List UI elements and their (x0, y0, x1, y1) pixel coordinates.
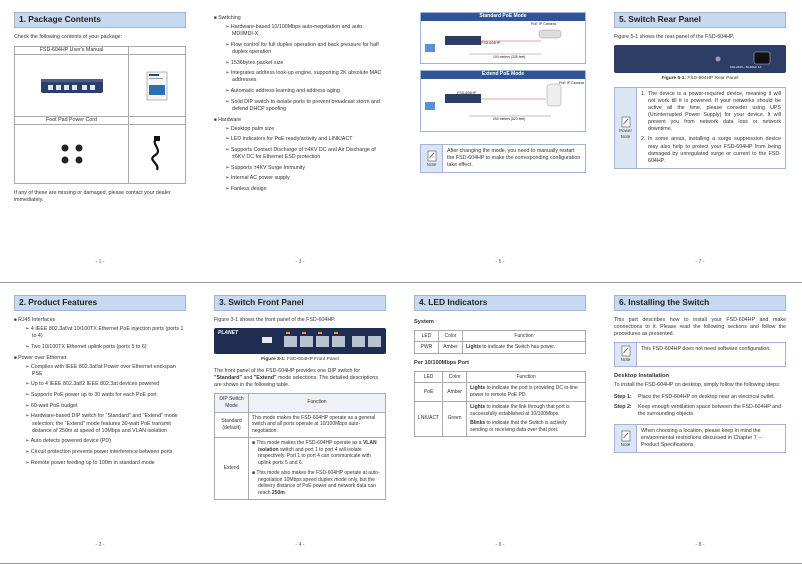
section-heading: ■ Hardware (214, 117, 386, 124)
table-cell: Extend (215, 437, 249, 499)
page-2 (0, 283, 200, 565)
intro-text: Figure 3-1 shows the front panel of the FSD-604HP. (214, 317, 336, 323)
list-item: ➢ Up to 4 IEEE 802.3af/2 IEEE 802.3at devices powered (20, 381, 186, 388)
camera-label: PoE IP Camera (559, 81, 584, 85)
list-item: ➢ Fanless design (220, 186, 386, 193)
page-title: 5. Switch Rear Panel (614, 12, 786, 28)
column-header: LED (415, 330, 439, 342)
page-1 (0, 0, 200, 282)
rear-rating: 100-240V~ 50-60Hz 1A (730, 65, 762, 70)
page-number: - 6 - (495, 542, 505, 549)
page-number: - 4 - (295, 542, 305, 549)
manual-label: FSD-604HP User's Manual (15, 47, 129, 54)
intro-text: This part describes how to install your FSD-604HP and make connections to it. Please read the following sections and follow the procedures as presented. (614, 317, 786, 338)
list-item: ➢ Integrates address look-up engine, supporting 2K absolute MAC addresses (220, 70, 386, 84)
intro-text: Figure 5-1 shows the rear panel of the FSD-604HP. (614, 34, 735, 40)
camera-label: PoE IP Camera (531, 22, 556, 26)
planet-logo: PLANET (218, 330, 238, 337)
list-item: ➢ Complies with IEEE 802.3af/at Power over Ethernet end-span PSE (20, 364, 186, 378)
footpad-cord-label: Foot Pad Power Cord (15, 117, 129, 124)
system-heading: System (414, 319, 434, 325)
table-cell: ■ This mode makes the FSD-604HP operate as a VLAN isolation switch and port 1 to port 4 will isolate respectively. Port 1 to port 4 can communicate with uplink ports 5 and 6. ■ This mode also makes the FSD-604HP operate at auto-negotiation 10Mbps speed duplex mode only, but the delivery distance of PoE power and network data can reach 250m. (249, 437, 386, 499)
page-title: 1. Package Contents (14, 12, 186, 28)
list-item: ➢ Circuit protection prevents power interference between ports (20, 449, 186, 456)
page-5 (400, 0, 600, 282)
column-header: Function (467, 371, 586, 383)
column-header: Color (439, 330, 463, 342)
page-6 (400, 283, 600, 565)
list-item: ➢ Flow control for full duplex operation and back pressure for half duplex operation (220, 42, 386, 56)
list-item: ➢ Supports ±4KV Surge Immunity (220, 165, 386, 172)
note-icon (615, 343, 637, 365)
table-cell: Lights to indicate the link through that port is successfully established at 10/100Mbps. Blinks to indicate that the Switch is actively sending or receiving data over that port. (467, 401, 586, 436)
page-number: - 8 - (695, 542, 705, 549)
mode-note (420, 144, 586, 173)
page-3 (200, 0, 400, 282)
intro-text: Check the following contents of your package: (14, 34, 123, 40)
list-item: ➢ Remote power feeding up to 100m in standard mode (20, 460, 186, 467)
column-header: Function (463, 330, 586, 342)
list-item: ➢ Automatic address learning and address aging (220, 88, 386, 95)
page-title: 6. Installing the Switch (614, 295, 786, 311)
table-cell: Standard (default) (215, 412, 249, 437)
note-icon (615, 88, 637, 168)
extend-mode-diagram (420, 70, 586, 132)
list-item: ➢ Hardware-based 10/100Mbps auto-negotiation and auto MDI/MDI-X (220, 24, 386, 38)
list-item: ➢ Internal AC power supply (220, 175, 386, 182)
note-item: In some areas, installing a surge suppression device may also help to protect your FSD-604HP from being damaged by unregulated surge or current to the FSD-604HP. (648, 136, 781, 164)
column-header: Function (249, 394, 386, 413)
page-number: - 5 - (495, 259, 505, 266)
note-text: After changing the mode, you need to manually restart the FSD-604HP to make the corresponding configuration take effect. (443, 145, 585, 172)
front-panel-image (214, 328, 386, 354)
package-grid (14, 46, 186, 184)
page-title: 2. Product Features (14, 295, 186, 311)
section-heading: ■ RJ45 Interfaces (14, 317, 186, 324)
page-number: - 7 - (695, 259, 705, 266)
list-item: ➢ Supports Contact Discharge of ±4KV DC and Air Discharge of ±6KV DC for Ethernet ESD protection (220, 147, 386, 161)
note-item: The device is a power-required device, meaning it will not work till it is powered. If your networks should be active all the time, please consider using UPS (Uninterrupted Power Supply) for your device. It will prevent you from network data loss or network downtime. (648, 90, 781, 133)
table-cell: Amber (439, 342, 463, 354)
page-number: - 3 - (295, 259, 305, 266)
standard-mode-title: Standard PoE Mode (421, 13, 585, 21)
list-item: ➢ Two 10/100TX Ethernet uplink ports (ports 5 to 6) (20, 344, 186, 351)
note-text: When choosing a location, please keep in mind the environmental restrictions discussed in Chapter 7 -- Product Specifications. (637, 425, 785, 452)
page-7 (600, 0, 800, 282)
port-led-table (414, 371, 586, 437)
page-8 (600, 283, 800, 565)
note-icon (615, 425, 637, 452)
page-title: 3. Switch Front Panel (214, 295, 386, 311)
outro-text: If any of these are missing or damaged, please contact your dealer immediately. (14, 190, 171, 204)
manual-image (129, 55, 185, 116)
step-1: Step 1: Place the FSD-604HP on desktop near an electrical outlet. (614, 393, 776, 400)
subsection-heading: Desktop Installation (614, 372, 670, 379)
extend-mode-title: Extend PoE Mode (421, 71, 585, 79)
list-item: ➢ 60-watt PoE budget (20, 403, 186, 410)
list-item: ➢ Auto detects powered device (PD) (20, 438, 186, 445)
section-heading: ■ Switching (214, 15, 386, 22)
foot-pad-image (15, 125, 129, 183)
column-header: DIP Switch Mode (215, 394, 249, 413)
page-title: 4. LED Indicators (414, 295, 586, 311)
dip-switch-table (214, 393, 386, 500)
page-number: - 1 - (95, 259, 105, 266)
power-cord-image (129, 125, 185, 183)
section-heading: ■ Power over Ethernet (14, 355, 186, 362)
figure-caption: Figure 3-1: FSD-604HP Front Panel (261, 357, 339, 363)
note-icon (421, 145, 443, 172)
list-item: ➢ Supports PoE power up to 30 watts for each PoE port (20, 392, 186, 399)
column-header: Color (443, 371, 467, 383)
table-cell: PWR (415, 342, 439, 354)
location-note (614, 424, 786, 453)
table-cell: Lights to indicate the port is providing DC in-line power to remote PoE PD. (467, 383, 586, 402)
list-item: ➢ LED indicators for PoE ready/activity and LINK/ACT (220, 136, 386, 143)
list-item: ➢ 4 IEEE 802.3af/at 10/100TX Ethernet PoE injection ports (ports 1 to 4) (20, 326, 186, 340)
note-label: Note (426, 161, 437, 167)
description: The front panel of the FSD-604HP provides one DIP switch for "Standard" and "Extend" mode selections. The detailed descriptions are shown in the following table. (214, 367, 378, 388)
port-heading: Per 10/100Mbps Port (414, 360, 470, 367)
switch-image (15, 55, 129, 116)
list-item: ➢ Hardware-based DIP switch for "Standard" and "Extend" mode selection; the "Extend" mode features 30-watt PoE transmit distance of 250m at speed of 10Mbps and VLAN isolation (20, 413, 186, 434)
software-note (614, 342, 786, 366)
list-item: ➢ Desktop palm size (220, 126, 386, 133)
step-2: Step 2: Keep enough ventilation space between the FSD-604HP and the surrounding objects. (614, 403, 782, 417)
note-label: Note (620, 441, 631, 447)
table-cell: PoE (415, 383, 443, 402)
table-cell: LNK/ACT (415, 401, 443, 436)
distance-label: 100 meters (328 feet) (493, 55, 526, 59)
column-header: LED (415, 371, 443, 383)
list-item: ➢ 1536bytes packet size (220, 60, 386, 67)
table-cell: Amber (443, 383, 467, 402)
distance-label: 250 meters (820 feet) (493, 117, 526, 121)
model-label: FSD-604HP (481, 41, 501, 45)
note-label: Power Note (618, 127, 633, 139)
list-item: ➢ Solid DIP switch to isolate ports to prevent broadcast storm and defend DHCP spoofing (220, 99, 386, 113)
note-label: Note (620, 357, 631, 363)
note-text: This FSD-604HP does not need software configuration. (637, 343, 785, 365)
standard-mode-diagram (420, 12, 586, 64)
power-note: Power Note 1. The device is a power-required device, meaning it will not work till it is powered. If your networks should be active all the time, please consider using UPS (Uninterrupted Power Supply) for your device. It will prevent you from network data loss or network downtime. 2. In some areas, installing a surge suppression device may also help to protect your FSD-604HP from being damaged by unregulated surge or current to the FSD-604HP. (614, 87, 786, 169)
figure-caption: Figure 5-1: FSD-604HP Rear Panel (661, 76, 739, 82)
table-cell: Lights to indicate the Switch has power. (463, 342, 586, 354)
system-led-table (414, 330, 586, 355)
table-cell: Green (443, 401, 467, 436)
page-4 (200, 283, 400, 565)
subsection-intro: To install the FSD-604HP on desktop, simply follow the following steps: (614, 382, 781, 389)
table-cell: This mode makes the FSD-604HP operate as a general switch and all ports operate at 10/100Mbps auto-negotiation. (249, 412, 386, 437)
page-number: - 2 - (95, 542, 105, 549)
rear-panel-image (614, 45, 786, 73)
model-label: FSD-604HP (457, 91, 477, 95)
